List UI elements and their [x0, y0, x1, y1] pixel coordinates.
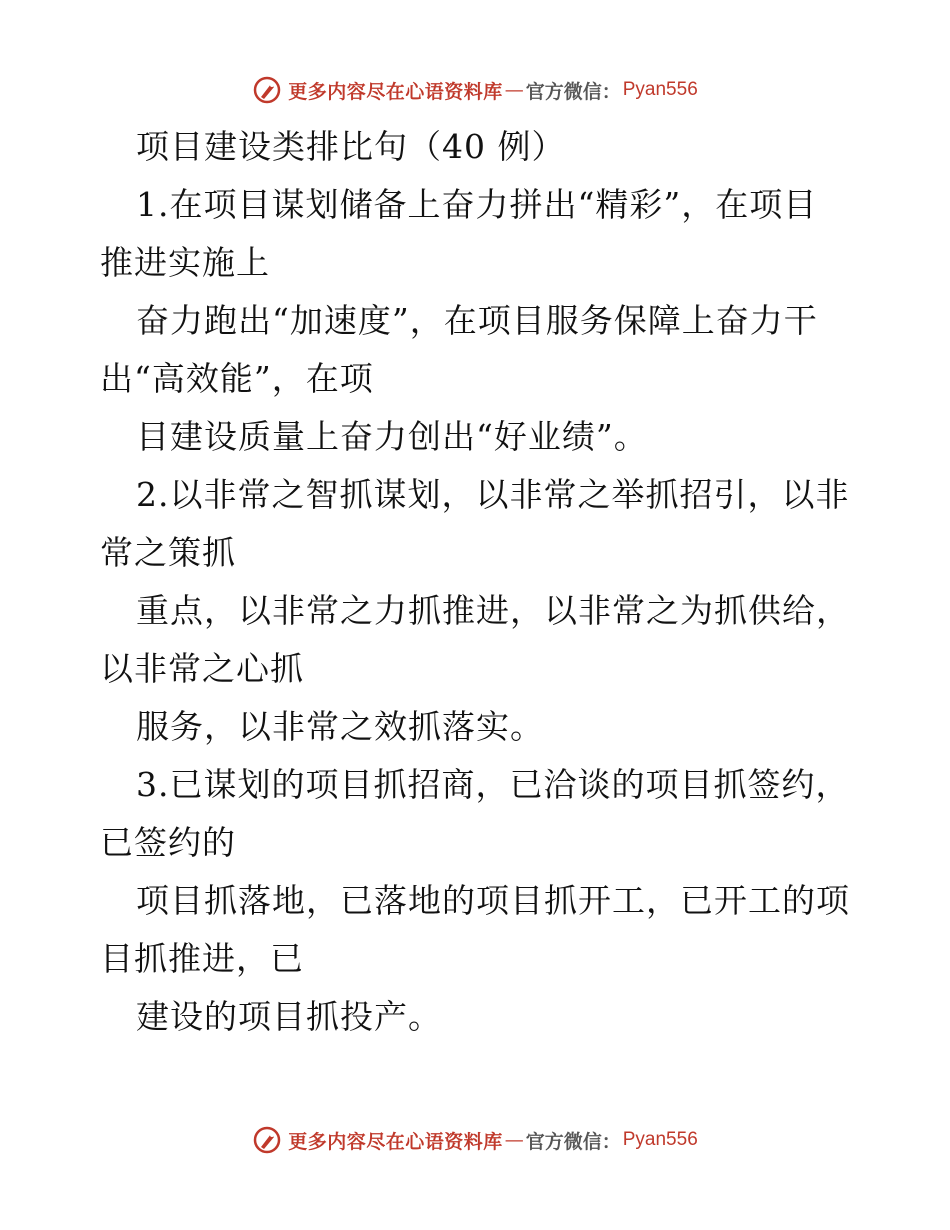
pen-nib-logo-icon	[252, 75, 282, 105]
banner-brand: 更多内容尽在心语资料库	[288, 1130, 503, 1153]
footer-banner	[0, 1122, 950, 1158]
banner-brand: 更多内容尽在心语资料库	[288, 80, 503, 103]
text-line: 重点，以非常之力抓推进，以非常之为抓供给，	[136, 591, 850, 630]
text-line: 建设的项目抓投产。	[136, 997, 442, 1036]
document-title: 项目建设类排比句（40 例）	[136, 127, 566, 166]
text-line: 奋力跑出“加速度”，在项目服务保障上奋力干	[136, 301, 818, 340]
text-line: 以非常之心抓	[100, 649, 304, 688]
text-line: 1.在项目谋划储备上奋力拼出“精彩”，在项目	[136, 185, 818, 224]
text-line: 2.以非常之智抓谋划，以非常之举抓招引，以非	[136, 475, 850, 514]
text-line: 已签约的	[100, 823, 236, 862]
text-line: 项目抓落地，已落地的项目抓开工，已开工的项	[136, 881, 850, 920]
text-line: 推进实施上	[100, 243, 270, 282]
banner-separator: —	[504, 1129, 524, 1151]
banner-separator: —	[504, 79, 524, 101]
text-line: 目建设质量上奋力创出“好业绩”。	[136, 417, 648, 456]
banner-wechat-id: Pyan556	[622, 1129, 698, 1150]
text-line: 服务，以非常之效抓落实。	[136, 707, 544, 746]
pen-nib-logo-icon	[252, 1125, 282, 1155]
banner-wechat-id: Pyan556	[622, 79, 698, 100]
text-line: 常之策抓	[100, 533, 236, 572]
text-line: 3.已谋划的项目抓招商，已洽谈的项目抓签约，	[136, 765, 850, 804]
text-line: 出“高效能”，在项	[100, 359, 374, 398]
banner-wechat-label: 官方微信：	[525, 1130, 621, 1153]
document-body	[100, 118, 860, 1046]
banner-wechat-label: 官方微信：	[525, 80, 621, 103]
text-line: 目抓推进，已	[100, 939, 304, 978]
header-banner	[0, 72, 950, 108]
